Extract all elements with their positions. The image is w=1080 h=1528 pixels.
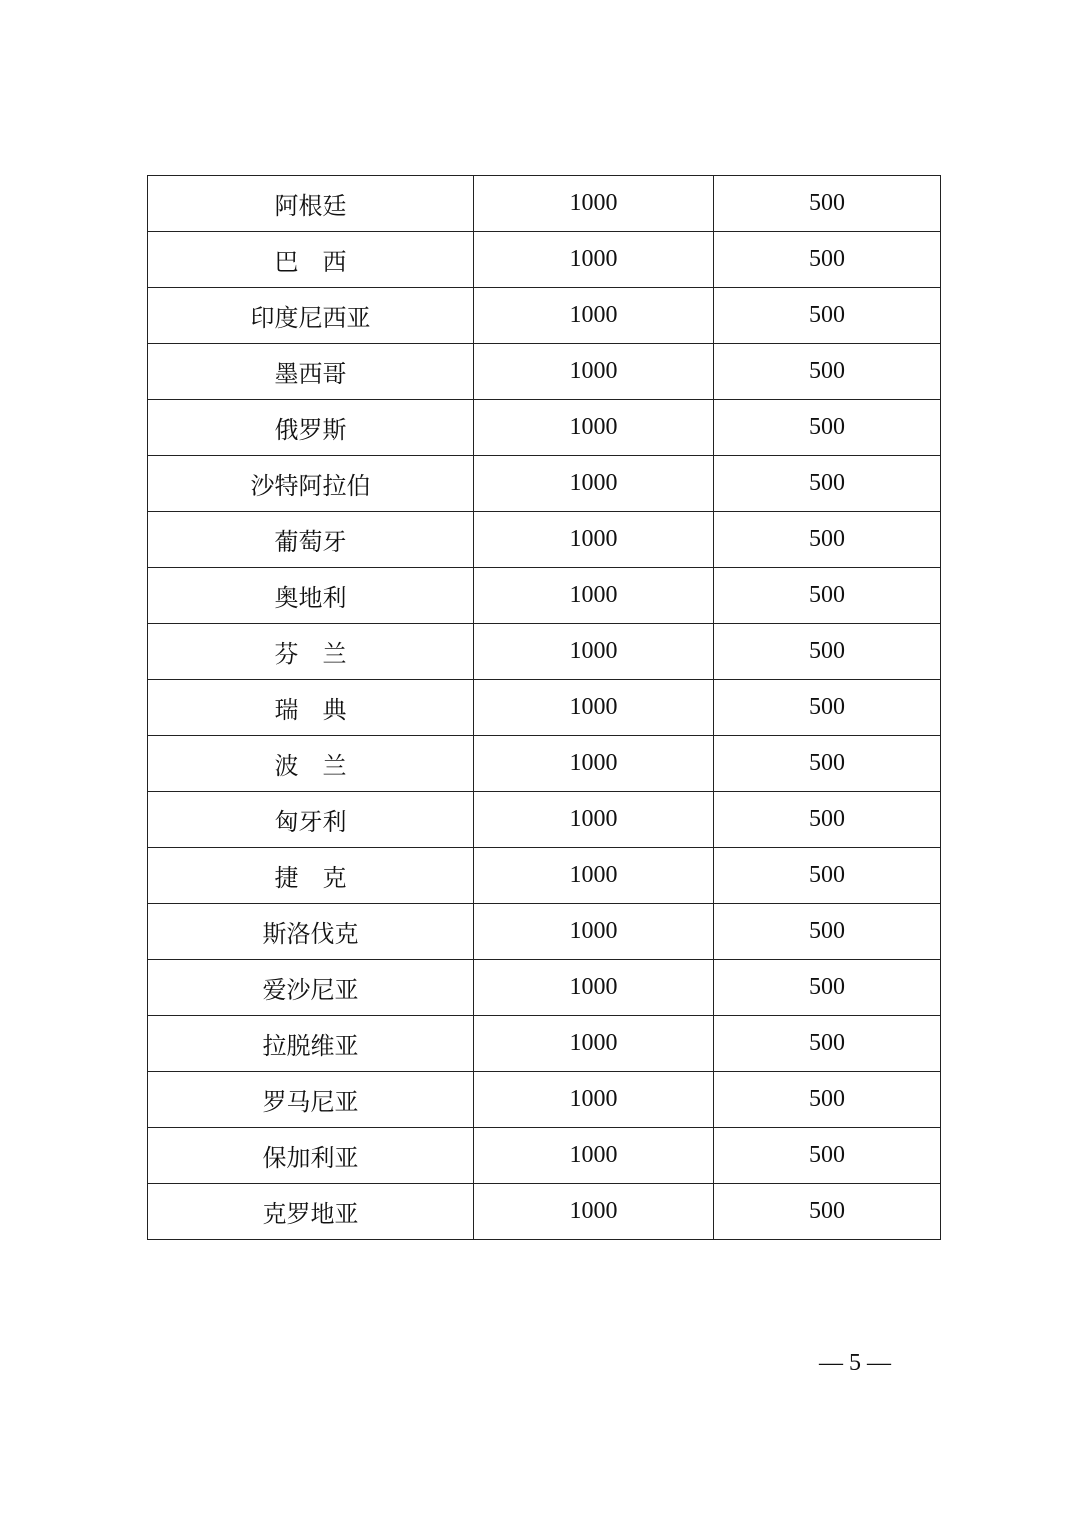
value-b-cell: 500 bbox=[714, 736, 941, 792]
value-a-cell: 1000 bbox=[474, 680, 714, 736]
country-table bbox=[147, 175, 941, 1240]
value-b-cell: 500 bbox=[714, 512, 941, 568]
value-a-cell: 1000 bbox=[474, 904, 714, 960]
country-cell: 芬 兰 bbox=[148, 624, 474, 680]
table-row bbox=[148, 1184, 941, 1240]
table-row bbox=[148, 848, 941, 904]
country-cell: 印度尼西亚 bbox=[148, 288, 474, 344]
value-b-cell: 500 bbox=[714, 792, 941, 848]
country-cell: 阿根廷 bbox=[148, 176, 474, 232]
table-row bbox=[148, 400, 941, 456]
table-row bbox=[148, 344, 941, 400]
value-b-cell: 500 bbox=[714, 400, 941, 456]
page-number: — 5 — bbox=[819, 1350, 891, 1376]
value-a-cell: 1000 bbox=[474, 792, 714, 848]
country-cell: 沙特阿拉伯 bbox=[148, 456, 474, 512]
value-b-cell: 500 bbox=[714, 344, 941, 400]
table-row bbox=[148, 456, 941, 512]
table-row bbox=[148, 1072, 941, 1128]
country-cell: 爱沙尼亚 bbox=[148, 960, 474, 1016]
country-cell: 葡萄牙 bbox=[148, 512, 474, 568]
table-row bbox=[148, 512, 941, 568]
table-row bbox=[148, 680, 941, 736]
table-row bbox=[148, 792, 941, 848]
value-b-cell: 500 bbox=[714, 568, 941, 624]
value-a-cell: 1000 bbox=[474, 232, 714, 288]
country-cell: 波 兰 bbox=[148, 736, 474, 792]
value-a-cell: 1000 bbox=[474, 848, 714, 904]
value-b-cell: 500 bbox=[714, 680, 941, 736]
table-row bbox=[148, 960, 941, 1016]
value-a-cell: 1000 bbox=[474, 1072, 714, 1128]
value-a-cell: 1000 bbox=[474, 736, 714, 792]
value-a-cell: 1000 bbox=[474, 456, 714, 512]
table-row bbox=[148, 568, 941, 624]
country-cell: 巴 西 bbox=[148, 232, 474, 288]
country-cell: 俄罗斯 bbox=[148, 400, 474, 456]
table-body bbox=[148, 176, 941, 1240]
value-a-cell: 1000 bbox=[474, 344, 714, 400]
value-a-cell: 1000 bbox=[474, 568, 714, 624]
value-b-cell: 500 bbox=[714, 1128, 941, 1184]
table-row bbox=[148, 624, 941, 680]
country-cell: 墨西哥 bbox=[148, 344, 474, 400]
country-cell: 罗马尼亚 bbox=[148, 1072, 474, 1128]
country-cell: 捷 克 bbox=[148, 848, 474, 904]
country-cell: 拉脱维亚 bbox=[148, 1016, 474, 1072]
value-b-cell: 500 bbox=[714, 624, 941, 680]
value-b-cell: 500 bbox=[714, 456, 941, 512]
value-b-cell: 500 bbox=[714, 1184, 941, 1240]
value-b-cell: 500 bbox=[714, 1072, 941, 1128]
country-cell: 保加利亚 bbox=[148, 1128, 474, 1184]
value-b-cell: 500 bbox=[714, 904, 941, 960]
value-a-cell: 1000 bbox=[474, 400, 714, 456]
table-row bbox=[148, 288, 941, 344]
value-a-cell: 1000 bbox=[474, 1184, 714, 1240]
value-a-cell: 1000 bbox=[474, 512, 714, 568]
table-row bbox=[148, 1128, 941, 1184]
value-b-cell: 500 bbox=[714, 288, 941, 344]
value-b-cell: 500 bbox=[714, 176, 941, 232]
value-b-cell: 500 bbox=[714, 232, 941, 288]
table-row bbox=[148, 904, 941, 960]
value-b-cell: 500 bbox=[714, 960, 941, 1016]
country-cell: 克罗地亚 bbox=[148, 1184, 474, 1240]
table-row bbox=[148, 1016, 941, 1072]
value-a-cell: 1000 bbox=[474, 176, 714, 232]
table-row bbox=[148, 176, 941, 232]
value-a-cell: 1000 bbox=[474, 1128, 714, 1184]
country-cell: 瑞 典 bbox=[148, 680, 474, 736]
table-row bbox=[148, 736, 941, 792]
value-a-cell: 1000 bbox=[474, 624, 714, 680]
value-b-cell: 500 bbox=[714, 848, 941, 904]
value-a-cell: 1000 bbox=[474, 1016, 714, 1072]
country-cell: 奥地利 bbox=[148, 568, 474, 624]
table-row bbox=[148, 232, 941, 288]
value-a-cell: 1000 bbox=[474, 288, 714, 344]
value-b-cell: 500 bbox=[714, 1016, 941, 1072]
value-a-cell: 1000 bbox=[474, 960, 714, 1016]
country-cell: 匈牙利 bbox=[148, 792, 474, 848]
country-cell: 斯洛伐克 bbox=[148, 904, 474, 960]
